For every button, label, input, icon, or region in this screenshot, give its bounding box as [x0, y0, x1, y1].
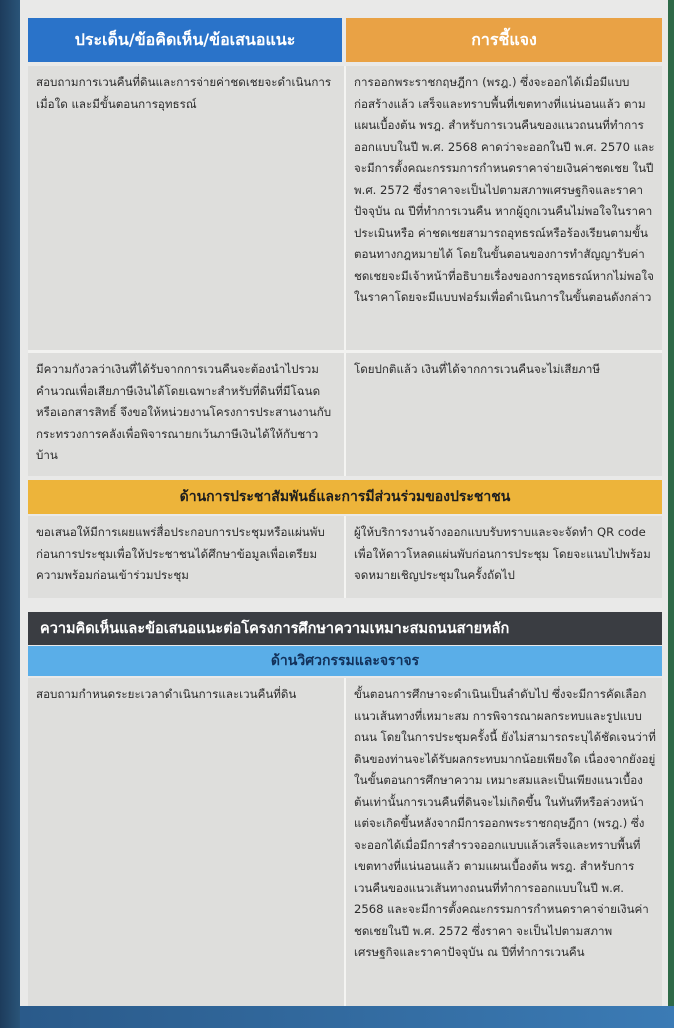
answer-text: ขั้นตอนการศึกษาจะดำเนินเป็นลำดับไป ซึ่งจะมีการคัดเลือกแนวเส้นทางที่เหมาะสม การพิจารณาผลกระทบและรูปแบบถนน โดยในการประชุมครั้งนี้ ยังไม่สามารถระบุได้ชัดเจนว่าที่ดินของท่านจะได้รับผลกระทบมากน้อยเพียงใด เนื่องจากยังอยู่ในขั้นตอนการศึกษาความ เหมาะสมและเป็นเพียงแนวเบื้องต้นเท่านั้นการเวนคืนที่ดินจะไม่เกิดขึ้น ในทันทีหรือล่วงหน้า แต่จะเกิดขึ้นหลังจากมีการออกพระราชกฤษฎีกา (พรฎ.) ซึ่งจะออกได้เมื่อมีการสำรวจออกแบบแล้วเสร็จและทราบพื้นที่เขตทางที่แน่นอนแล้ว ตามแผนเบื้องต้น พรฎ. สำหรับการเวนคืนของแนวเส้นทางถนนที่ทำการออกแบบในปี พ.ศ. 2568 และจะมีการตั้งคณะกรรมการกำหนดราคาจ่ายเงินค่าชดเชยในปี พ.ศ. 2572 ซึ่งราคา จะเป็นไปตามสภาพเศรษฐกิจและราคาปัจจุบัน ณ ปีที่ทำการเวนคืน	[344, 678, 662, 1006]
subsection-title-engineering-traffic: ด้านวิศวกรรมและจราจร	[28, 646, 662, 676]
issue-text: สอบถามกำหนดระยะเวลาดำเนินการและเวนคืนที่ดิน	[36, 687, 297, 701]
issue-text: สอบถามการเวนคืนที่ดินและการจ่ายค่าชดเชยจะดำเนินการเมื่อใด และมีขั้นตอนการอุทธรณ์	[36, 75, 332, 111]
header-clarification: การชี้แจง	[346, 18, 662, 62]
issue-text: ขอเสนอให้มีการเผยแพร่สื่อประกอบการประชุมหรือแผ่นพับก่อนการประชุมเพื่อให้ประชาชนได้ศึกษาข้อมูลเพื่อเตรียมความพร้อมก่อนเข้าร่วมประชุม	[36, 525, 325, 582]
table-row	[28, 353, 662, 476]
header-issues: ประเด็น/ข้อคิดเห็น/ข้อเสนอแนะ	[28, 18, 342, 62]
section-title-main-road-study: ความคิดเห็นและข้อเสนอแนะต่อโครงการศึกษาความเหมาะสมถนนสายหลัก	[28, 612, 662, 645]
answer-text: การออกพระราชกฤษฎีกา (พรฎ.) ซึ่งจะออกได้เมื่อมีแบบก่อสร้างแล้ว เสร็จและทราบพื้นที่เขตทางที่แน่นอนแล้ว ตามแผนเบื้องต้น พรฎ. สำหรับการเวนคืนของแนวถนนที่ทำการออกแบบในปี พ.ศ. 2568 คาดว่าจะออกในปี พ.ศ. 2570 และจะมีการตั้งคณะกรรมการกำหนดราคาจ่ายเงินค่าชดเชย ในปี พ.ศ. 2572 ซึ่งราคาจะเป็นไปตามสภาพเศรษฐกิจและราคาปัจจุบัน ณ ปีที่ทำการเวนคืน หากผู้ถูกเวนคืนไม่พอใจในราคาประเมินหรือ ค่าชดเชยสามารถอุทธรณ์หรือร้องเรียนตามขั้นตอนทางกฎหมายได้ โดยในขั้นตอนของการทำสัญญารับค่าชดเชยจะมีเจ้าหน้าที่อธิบายเรื่องของการอุทธรณ์หากไม่พอใจในราคาโดยจะมีแบบฟอร์มเพื่อดำเนินการในขั้นตอนดังกล่าว	[344, 66, 662, 350]
background-edge-bottom	[20, 1006, 674, 1028]
table-row	[28, 678, 662, 1006]
section-title-public-relations: ด้านการประชาสัมพันธ์และการมีส่วนร่วมของประชาชน	[28, 480, 662, 514]
answer-text: ผู้ให้บริการงานจ้างออกแบบรับทราบและจะจัดทำ QR code เพื่อให้ดาวโหลดแผ่นพับก่อนการประชุม โดยจะแนบไปพร้อมจดหมายเชิญประชุมในครั้งถัดไป	[344, 516, 662, 598]
table-row	[28, 516, 662, 598]
background-edge-left	[0, 0, 20, 1028]
issue-text: มีความกังวลว่าเงินที่ได้รับจากการเวนคืนจะต้องนำไปรวมคำนวณเพื่อเสียภาษีเงินได้โดยเฉพาะสำหรับที่ดินที่มีโฉนดหรือเอกสารสิทธิ์ จึงขอให้หน่วยงานโครงการประสานงานกับกระทรวงการคลังเพื่อพิจารณายกเว้นภาษีเงินได้ให้กับชาวบ้าน	[36, 362, 332, 462]
answer-text: โดยปกติแล้ว เงินที่ได้จากการเวนคืนจะไม่เสียภาษี	[344, 353, 662, 476]
table-row	[28, 66, 662, 350]
background-edge-right	[668, 0, 674, 1028]
